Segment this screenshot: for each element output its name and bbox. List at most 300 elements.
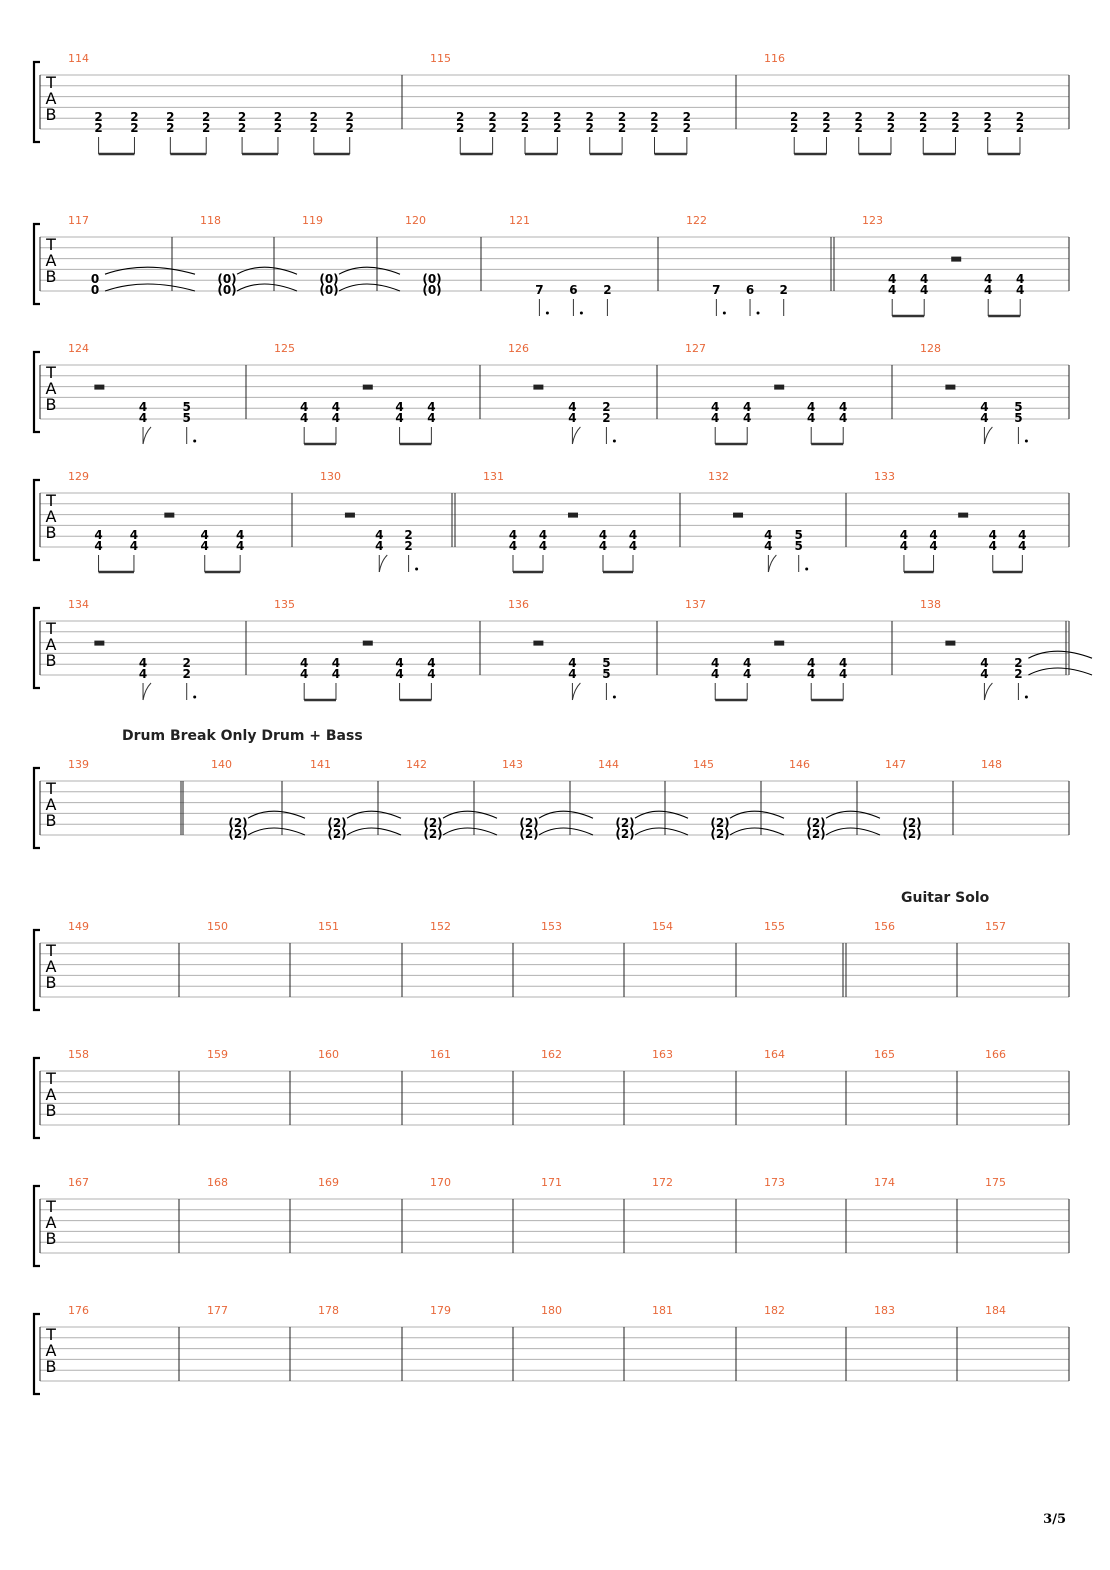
measure-number: 147 [885,758,906,771]
measure [789,758,880,841]
measure-number: 145 [693,758,714,771]
measure [541,1176,562,1189]
tab-clef-letter: B [45,651,57,670]
fret-number: 4 [807,667,816,681]
fret-number: 4 [888,272,897,287]
fret-number: 4 [711,400,720,415]
dot [723,312,726,315]
measure-number: 175 [985,1176,1006,1189]
fret-number: 2 [520,121,530,135]
measure-number: 159 [207,1048,228,1061]
fret-number: 2 [790,110,799,125]
flag [572,683,580,700]
system-bracket [34,608,40,688]
fret-number: 4 [235,539,245,553]
fret-number: (2) [902,816,922,831]
measure [708,470,808,572]
fret-number: 4 [427,656,436,671]
measure [652,1176,673,1189]
system-bracket [34,1314,40,1394]
tie [826,811,880,818]
measure [430,1048,451,1061]
fret-number: 2 [602,400,611,415]
measure [981,758,1002,771]
fret-number: 4 [807,411,816,425]
measure-number: 125 [274,342,295,355]
fret-number: 4 [568,667,577,681]
measure-number: 116 [764,52,785,65]
fret-number: 2 [603,283,612,297]
tie [826,828,880,835]
fret-number: 2 [951,121,960,135]
fret-number: (2) [615,816,635,831]
measure-number: 164 [764,1048,785,1061]
tab-clef-letter: A [45,89,57,108]
system-bracket [34,62,40,142]
measure-number: 142 [406,758,427,771]
fret-number: 4 [138,400,148,415]
fret-number: 4 [711,667,720,681]
fret-number: 4 [980,656,989,671]
tie [237,284,297,291]
fret-number: 2 [854,121,863,135]
fret-number: 4 [129,528,139,543]
fret-number: 4 [94,539,103,553]
fret-number: 4 [743,400,752,415]
fret-number: 4 [1016,283,1025,297]
measure [862,214,1024,316]
flag [143,683,151,700]
fret-number: (2) [327,827,347,841]
measure [652,1304,673,1317]
measure [508,598,616,700]
fret-number: 4 [598,539,608,553]
fret-number: 2 [822,110,831,125]
fret-number: (0) [217,283,237,297]
fret-number: 2 [682,121,692,135]
tab-clef-letter: A [45,251,57,270]
measure-number: 124 [68,342,89,355]
measure-number: 171 [541,1176,562,1189]
fret-number: 2 [602,411,611,425]
fret-number: 4 [331,656,341,671]
measure-number: 177 [207,1304,228,1317]
measure [68,470,244,572]
fret-number: 7 [712,283,721,297]
fret-number: 4 [1018,528,1027,543]
fret-number: 4 [920,272,929,287]
tab-clef-letter: B [45,973,57,992]
tab-system [34,1304,1069,1394]
fret-number: (2) [423,827,443,841]
fret-number: (2) [228,827,248,841]
tie [635,811,688,818]
measure-number: 133 [874,470,895,483]
fret-number: 4 [94,528,103,543]
fret-number: 4 [711,411,720,425]
rest [774,641,784,646]
measure [68,342,196,444]
flag [572,427,580,444]
fret-number: 4 [375,528,384,543]
fret-number: 2 [886,110,896,125]
measure [985,1304,1006,1317]
measure [985,920,1006,933]
fret-number: 4 [743,411,752,425]
fret-number: 4 [628,528,638,543]
rest [945,385,955,390]
measure [207,1304,228,1317]
measure [68,1304,89,1317]
flag [768,555,776,572]
measure [483,470,637,572]
measure [541,920,562,933]
fret-number: 4 [395,667,404,681]
rest [958,513,968,518]
measure [985,1176,1006,1189]
fret-number: 2 [919,110,928,125]
tab-clef-letter: A [45,379,57,398]
fret-number: (2) [902,827,922,841]
measure [68,1176,89,1189]
measure [68,214,195,297]
fret-number: 2 [617,110,627,125]
measure-number: 138 [920,598,941,611]
tie [248,828,305,835]
rest [363,641,373,646]
measure-number: 181 [652,1304,673,1317]
measure [764,1048,785,1061]
measure [318,1048,339,1061]
fret-number: 2 [456,121,465,135]
measure [68,598,196,700]
fret-number: 2 [822,121,831,135]
fret-number: (2) [806,827,826,841]
fret-number: 2 [404,528,413,543]
fret-number: 2 [790,121,799,135]
fret-number: 4 [839,667,848,681]
fret-number: (2) [710,827,730,841]
fret-number: 4 [300,667,309,681]
fret-number: 4 [598,528,608,543]
fret-number: 4 [427,411,436,425]
tab-clef-letter: T [46,1069,56,1088]
tab-system [34,342,1069,444]
fret-number: 2 [237,110,247,125]
measure [985,1048,1006,1061]
measure-number: 184 [985,1304,1006,1317]
fret-number: 4 [138,411,148,425]
fret-number: 2 [130,121,139,135]
fret-number: 2 [1015,110,1025,125]
measure-number: 119 [302,214,323,227]
measure-number: 132 [708,470,729,483]
rest [164,513,174,518]
fret-number: 4 [807,656,816,671]
rest [951,257,961,262]
measure [430,52,691,154]
fret-number: 4 [508,539,518,553]
measure-number: 140 [211,758,232,771]
measure-number: 150 [207,920,228,933]
fret-number: 4 [711,656,720,671]
measure-number: 143 [502,758,523,771]
fret-number: 4 [899,539,909,553]
rest [774,385,784,390]
fret-number: 2 [273,110,283,125]
tab-clef-letter: A [45,635,57,654]
flag [379,555,387,572]
fret-number: 2 [779,283,788,297]
measure [430,1176,451,1189]
fret-number: 4 [200,528,209,543]
measure-number: 121 [509,214,530,227]
fret-number: (0) [422,283,442,297]
measure [405,214,442,297]
measure-number: 129 [68,470,89,483]
measure [764,52,1024,154]
page-number: 3/5 [1043,1512,1066,1527]
tie [347,828,401,835]
fret-number: 4 [984,283,993,297]
measure [541,1304,562,1317]
fret-number: 4 [538,539,548,553]
fret-number: 2 [553,110,562,125]
fret-number: 4 [138,667,148,681]
measure-number: 123 [862,214,883,227]
flag [143,427,151,444]
fret-number: 2 [345,110,354,125]
fret-number: 4 [988,539,997,553]
measure [874,1176,895,1189]
flag [984,427,992,444]
fret-number: 2 [166,121,175,135]
fret-number: 4 [628,539,638,553]
measure-number: 153 [541,920,562,933]
fret-number: 5 [794,528,803,543]
fret-number: 2 [919,121,928,135]
system-bracket [34,930,40,1010]
measure-number: 131 [483,470,504,483]
tie [539,811,593,818]
tie [248,811,305,818]
measure [207,920,228,933]
tab-clef-letter: T [46,235,56,254]
measure-number: 114 [68,52,89,65]
measure-number: 120 [405,214,426,227]
fret-number: 4 [331,667,341,681]
fret-number: 4 [984,272,993,287]
fret-number: 4 [743,656,752,671]
fret-number: (0) [319,272,339,287]
measure-number: 130 [320,470,341,483]
measure [207,1048,228,1061]
fret-number: 4 [568,400,577,415]
fret-number: 2 [94,110,103,125]
section-label: Drum Break Only Drum + Bass [122,728,363,744]
dot [805,568,808,571]
measure [430,1304,451,1317]
measure [200,214,297,297]
fret-number: 2 [1015,121,1025,135]
fret-number: (2) [519,827,539,841]
dot [757,312,760,315]
fret-number: 2 [617,121,627,135]
tie [105,267,195,274]
measure [318,1304,339,1317]
fret-number: (0) [319,283,339,297]
system-bracket [34,352,40,432]
tab-clef-letter: T [46,1325,56,1344]
fret-number: 5 [602,656,611,671]
fret-number: 2 [854,110,863,125]
measure-number: 156 [874,920,895,933]
dot [613,440,616,443]
dot [1025,696,1028,699]
measure [211,758,305,841]
fret-number: 4 [395,400,404,415]
measure-number: 158 [68,1048,89,1061]
fret-number: 2 [520,110,530,125]
measure-number: 126 [508,342,529,355]
fret-number: (2) [327,816,347,831]
measure [274,342,436,444]
measure [693,758,784,841]
measure [686,214,788,316]
measure-number: 176 [68,1304,89,1317]
measure [885,758,922,841]
system-bracket [34,768,40,848]
fret-number: 2 [650,110,659,125]
measure [320,470,418,572]
measure-number: 134 [68,598,89,611]
measure [274,598,436,700]
dot [1025,440,1028,443]
measure [318,920,339,933]
measure [764,920,785,933]
fret-number: 4 [300,400,309,415]
fret-number: 4 [839,400,848,415]
fret-number: 4 [395,656,404,671]
fret-number: 5 [182,411,191,425]
fret-number: 0 [90,272,100,287]
rest [94,641,104,646]
measure-number: 165 [874,1048,895,1061]
fret-number: (2) [710,816,730,831]
tab-clef-letter: A [45,507,57,526]
fret-number: 4 [899,528,909,543]
measure [541,1048,562,1061]
fret-number: 2 [456,110,465,125]
measure [68,920,89,933]
rest [94,385,104,390]
fret-number: 4 [300,411,309,425]
dot [193,696,196,699]
fret-number: 4 [568,656,577,671]
tab-system [34,1176,1069,1266]
tab-clef-letter: A [45,1341,57,1360]
rest [945,641,955,646]
rest [733,513,743,518]
tie [237,267,297,274]
fret-number: 2 [345,121,354,135]
measure-number: 170 [430,1176,451,1189]
fret-number: 4 [743,667,752,681]
fret-number: (2) [519,816,539,831]
fret-number: 5 [1014,411,1023,425]
tab-clef-letter: T [46,779,56,798]
measure-number: 136 [508,598,529,611]
dot [546,312,549,315]
fret-number: 4 [920,283,929,297]
dot [580,312,583,315]
measure-number: 146 [789,758,810,771]
fret-number: 2 [585,121,594,135]
section-label: Guitar Solo [901,890,990,906]
rest [533,641,543,646]
tie [1028,651,1092,658]
dot [613,696,616,699]
fret-number: 4 [980,400,989,415]
fret-number: 2 [585,110,594,125]
fret-number: 5 [794,539,803,553]
fret-number: (0) [422,272,442,287]
fret-number: 2 [553,121,562,135]
fret-number: 2 [983,121,992,135]
fret-number: 4 [538,528,548,543]
measure [652,1048,673,1061]
tab-clef-letter: B [45,811,57,830]
tab-clef-letter: T [46,1197,56,1216]
fret-number: 5 [182,400,191,415]
fret-number: 2 [237,121,247,135]
measure-number: 162 [541,1048,562,1061]
tab-clef-letter: A [45,1213,57,1232]
tab-clef-letter: B [45,105,57,124]
measure-number: 183 [874,1304,895,1317]
measure-number: 151 [318,920,339,933]
measure [207,1176,228,1189]
fret-number: 4 [988,528,997,543]
measure [509,214,612,316]
fret-number: 0 [90,283,100,297]
measure [764,1304,785,1317]
tab-clef-letter: A [45,957,57,976]
tie [443,828,497,835]
measure [68,1048,89,1061]
tie [635,828,688,835]
measure-number: 172 [652,1176,673,1189]
rest [345,513,355,518]
system-bracket [34,1058,40,1138]
fret-number: 2 [886,121,896,135]
measure [310,758,401,841]
fret-number: 4 [508,528,518,543]
dot [193,440,196,443]
measure-number: 155 [764,920,785,933]
tie [730,828,784,835]
tie [339,284,400,291]
tab-clef-letter: T [46,941,56,960]
fret-number: 7 [535,283,544,297]
fret-number: (2) [806,816,826,831]
measure-number: 144 [598,758,619,771]
tab-clef-letter: B [45,395,57,414]
measure-number: 168 [207,1176,228,1189]
fret-number: 2 [404,539,413,553]
fret-number: 6 [569,283,578,297]
fret-number: 4 [331,411,341,425]
